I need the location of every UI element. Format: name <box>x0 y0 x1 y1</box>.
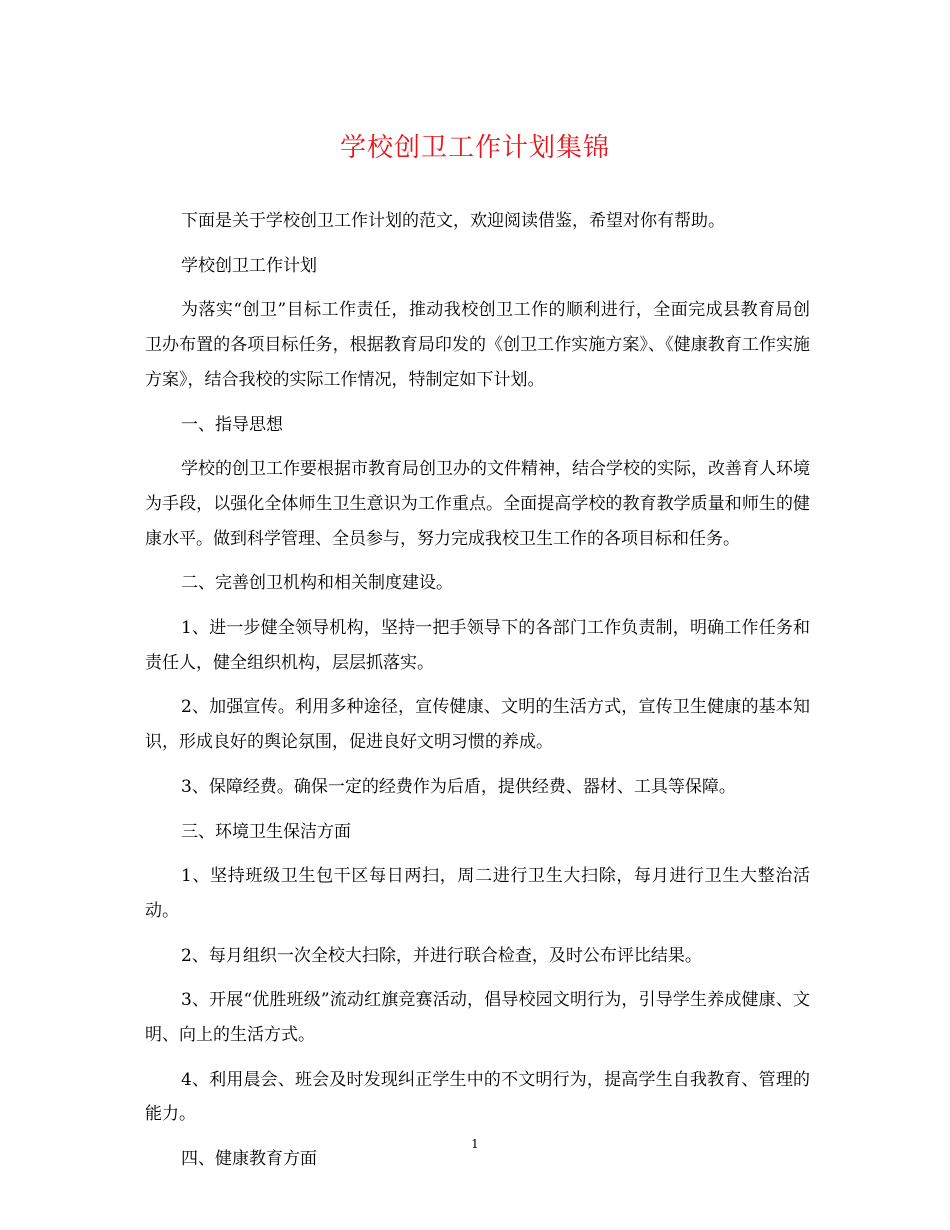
list-item-3-3: 3、开展“优胜班级”流动红旗竞赛活动，倡导校园文明行为，引导学生养成健康、文明、向上的生活方式。 <box>145 990 810 1046</box>
section-heading-3: 三、环境卫生保洁方面 <box>181 821 351 842</box>
paragraph-subtitle: 学校创卫工作计划 <box>181 255 317 276</box>
paragraph-purpose: 为落实“创卫”目标工作责任，推动我校创卫工作的顺利进行，全面完成县教育局创卫办布置的各项目标任务，根据教育局印发的《创卫工作实施方案》、《健康教育工作实施方案》，结合我校的实际工作情况，特制定如下计划。 <box>145 300 810 390</box>
document-body <box>145 204 810 1187</box>
paragraph-intro: 下面是关于学校创卫工作计划的范文，欢迎阅读借鉴，希望对你有帮助。 <box>181 211 725 231</box>
section-heading-2: 二、完善创卫机构和相关制度建设。 <box>181 573 453 594</box>
section-heading-1: 一、指导思想 <box>181 414 283 435</box>
document-title: 学校创卫工作计划集锦 <box>339 133 610 163</box>
list-item-2-2: 2、加强宣传。利用多种途径，宣传健康、文明的生活方式，宣传卫生健康的基本知识，形成良好的舆论氛围，促进良好文明习惯的养成。 <box>145 697 810 753</box>
paragraph-guiding-thought: 学校的创卫工作要根据市教育局创卫办的文件精神，结合学校的实际，改善育人环境为手段，以强化全体师生卫生意识为工作重点。全面提高学校的教育教学质量和师生的健康水平。做到科学管理、全员参与，努力完成我校卫生工作的各项目标和任务。 <box>145 459 810 549</box>
list-item-3-4: 4、利用晨会、班会及时发现纠正学生中的不文明行为，提高学生自我教育、管理的能力。 <box>145 1069 810 1125</box>
list-item-3-2: 2、每月组织一次全校大扫除，并进行联合检查，及时公布评比结果。 <box>181 945 702 966</box>
page-number: 1 <box>471 1137 479 1151</box>
list-item-3-1: 1、坚持班级卫生包干区每日两扫，周二进行卫生大扫除，每月进行卫生大整治活动。 <box>145 866 810 921</box>
list-item-2-3: 3、保障经费。确保一定的经费作为后盾，提供经费、器材、工具等保障。 <box>181 776 736 797</box>
section-heading-4: 四、健康教育方面 <box>181 1149 317 1170</box>
list-item-2-1: 1、进一步健全领导机构，坚持一把手领导下的各部门工作负责制，明确工作任务和责任人，健全组织机构，层层抓落实。 <box>145 618 810 673</box>
